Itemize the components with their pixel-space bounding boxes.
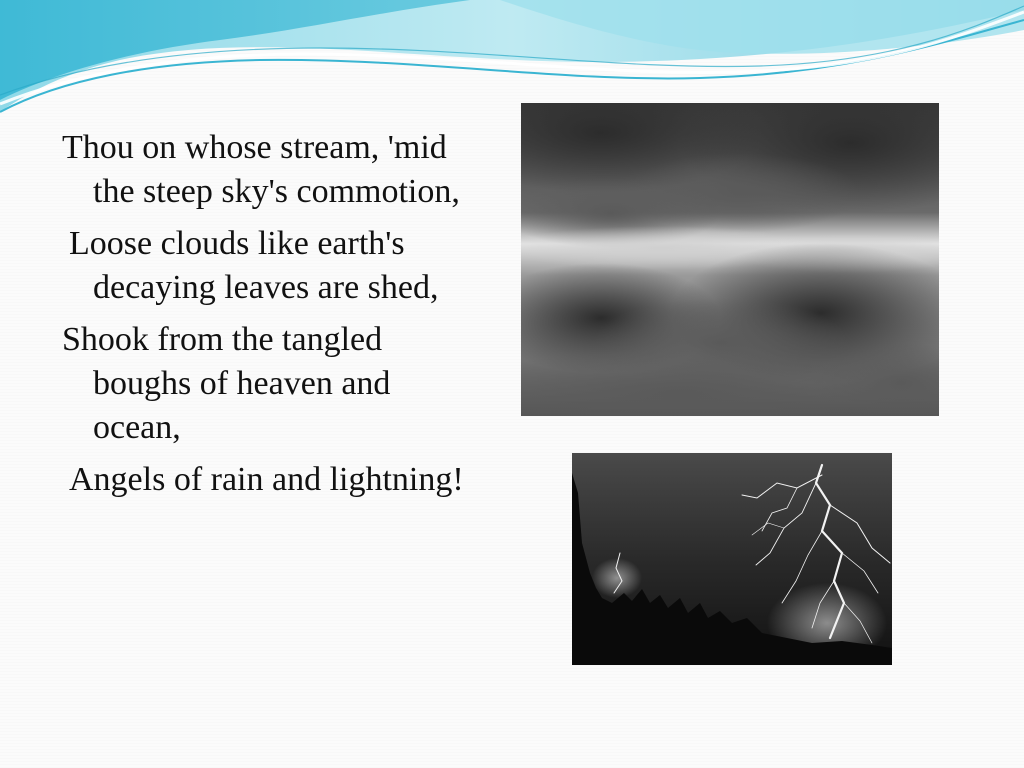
poem-text-block: [62, 126, 482, 510]
storm-clouds-photo: [521, 103, 939, 416]
lightning-photo: [572, 453, 892, 665]
poem-line-3: Shook from the tangled boughs of heaven and ocean,: [62, 321, 391, 446]
wave-header-decoration: [0, 0, 1024, 120]
poem-line-4: Angels of rain and lightning!: [69, 461, 464, 498]
poem-line-1: Thou on whose stream, 'mid the steep sky's commotion,: [62, 129, 460, 210]
poem-line-2: Loose clouds like earth's decaying leaves are shed,: [69, 225, 439, 306]
